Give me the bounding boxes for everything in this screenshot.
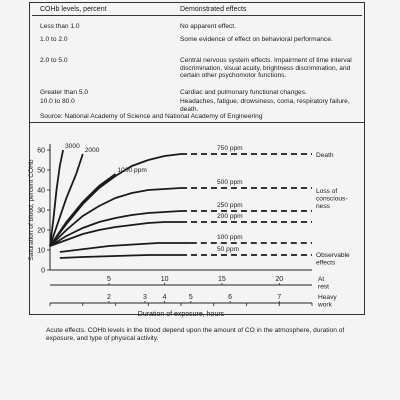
row-level: 2.0 to 5.0 bbox=[40, 57, 68, 64]
series-label: 200 ppm bbox=[217, 213, 243, 220]
activity-scale-label: 15 bbox=[218, 276, 226, 283]
activity-scale-label: 10 bbox=[160, 276, 169, 283]
x-axis-label: Duration of exposure, hours bbox=[137, 311, 225, 318]
y-tick-label: 10 bbox=[37, 247, 45, 255]
activity-scale-label: 6 bbox=[228, 294, 233, 301]
table-source: Source: National Academy of Science and National Academy of Engineering bbox=[40, 113, 263, 120]
row-effects: Central nervous system effects. Impairment of time interval discrimination, visual acuity, brightness discrimination, and certain other psychomotor functions. bbox=[180, 57, 352, 80]
row-level: Greater than 5.0 bbox=[40, 89, 89, 96]
row-level: 1.0 to 2.0 bbox=[40, 36, 68, 43]
y-tick-label: 0 bbox=[41, 267, 45, 275]
series-line bbox=[50, 211, 181, 246]
series-label: 250 ppm bbox=[217, 202, 243, 209]
activity-scale-label: 4 bbox=[162, 294, 167, 301]
series-label: 500 ppm bbox=[217, 179, 243, 186]
activity-scale-label: 5 bbox=[188, 294, 193, 301]
series-line bbox=[50, 154, 181, 246]
series-label: 1000 ppm bbox=[117, 167, 147, 174]
activity-scale-label: 5 bbox=[106, 276, 111, 283]
table-header-level: COHb levels, percent bbox=[40, 6, 107, 13]
series-label: 100 ppm bbox=[217, 234, 243, 241]
annotation-label: Loss of conscious-ness bbox=[316, 188, 348, 210]
activity-scale-label: 2 bbox=[106, 294, 111, 301]
activity-scale-name: Heavy work bbox=[318, 294, 337, 309]
y-tick-label: 20 bbox=[37, 227, 45, 235]
row-effects: Headaches, fatigue, drowsiness, coma, respiratory failure, death. bbox=[180, 98, 350, 113]
activity-scale-label: 7 bbox=[277, 294, 282, 301]
series-label: 3000 bbox=[65, 143, 80, 150]
table-header-effects: Demonstrated effects bbox=[180, 6, 247, 13]
activity-scale-label: 20 bbox=[275, 276, 284, 283]
series-label: 50 ppm bbox=[217, 246, 240, 253]
y-tick-label: 40 bbox=[37, 187, 45, 195]
y-axis-label: Saturation of blood, percent COHb bbox=[28, 159, 35, 261]
series-label: 2000 bbox=[84, 147, 100, 154]
y-tick-label: 30 bbox=[37, 207, 45, 215]
row-level: 10.0 to 80.0 bbox=[40, 98, 75, 105]
annotation-label: Observable effects bbox=[316, 252, 350, 267]
figure-caption: Acute effects. COHb levels in the blood depend upon the amount of CO in the atmosphere, duration of exposure, and type of physical activity. bbox=[46, 327, 345, 342]
y-tick-label: 50 bbox=[37, 167, 45, 175]
row-effects: Some evidence of effect on behavioral performance. bbox=[180, 36, 333, 43]
series-line bbox=[60, 255, 181, 258]
row-effects: Cardiac and pulmonary functional changes. bbox=[180, 89, 307, 96]
annotation-label: Death bbox=[316, 152, 334, 159]
series-label: 750 ppm bbox=[217, 145, 243, 152]
row-level: Less than 1.0 bbox=[40, 23, 80, 30]
activity-scale-label: 3 bbox=[143, 294, 147, 301]
y-tick-label: 60 bbox=[37, 147, 45, 155]
row-effects: No apparent effect. bbox=[180, 23, 236, 30]
series-line bbox=[60, 243, 191, 252]
activity-scale-name: At rest bbox=[318, 276, 329, 291]
